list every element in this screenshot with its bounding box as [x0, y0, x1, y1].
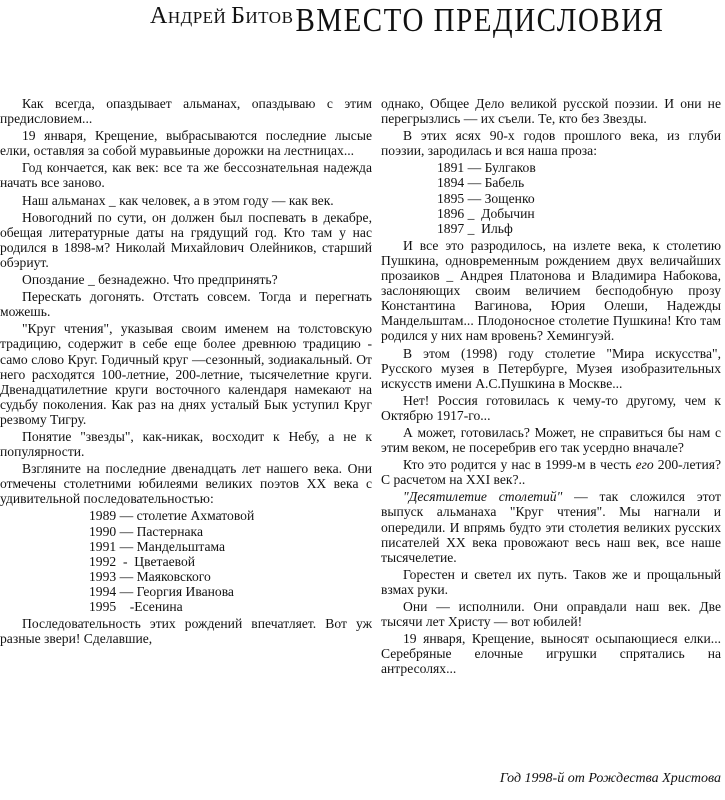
text-run: — так сложился этот выпуск альманаха "Круг чтения". Мы нагнали и опередили. И впрямь будто эти столетия великих русских писателей XX века провожают весь наш век, все наше тысячелетие. [381, 489, 721, 565]
paragraph: В этих ясях 90-х годов прошлого века, из глуби поэзии, зародилась и вся наша проза: [381, 128, 721, 159]
paragraph: Понятие "звезды", как-никак, восходит к Небу, а не к популярности. [0, 428, 372, 460]
text-run: 200-летия? С расчетом на XXI век?.. [381, 457, 722, 488]
paragraph: И все это разродилось, на излете века, к столетию Пушкина, одновременным рождением двух величайших прозаиков _ Андрея Платонова и Владимира Набокова, заслоняющих своим величием бесподобную прозу Константина Вагинова, Юрия Олеши, Надежды Мандельштам... Плодоносное столетие Пушкина! Кто там родился у них нам вровень? Хемингуэй. [381, 237, 721, 344]
paragraph [381, 489, 721, 564]
list-item: 1991 — Мандельштама [89, 538, 226, 554]
date-signature: Год 1998-й от Рождества Христова [499, 771, 721, 786]
poets-centenary-list [0, 508, 372, 614]
paragraph: В этом (1998) году столетие "Мира искусства", Русского музея в Петербурге, Музея изобразительных искусств имени А.С.Пушкина в Москве... [381, 345, 721, 391]
prose-writers-list [381, 160, 721, 235]
paragraph: Опоздание _ безнадежно. Что предпринять? [22, 272, 278, 288]
right-column [381, 96, 721, 678]
paragraph: Новогодний по сути, он должен был поспевать в декабре, обещая литературные даты на грядущий год. Кто там у нас родился в 1898-м? Николай Михайлович Олейников, старший обэриут. [0, 209, 372, 270]
list-item: 1995 -Есенина [89, 599, 183, 614]
emphasis: его [635, 457, 654, 473]
left-column [0, 96, 372, 648]
paragraph: "Круг чтения", указывая своим именем на толстовскую традицию, содержит в себе еще более древнюю традицию - само слово Круг. Годичный круг —сезонный, зодиакальный. От него расходятся 100-летние, 200-летние, тысячелетние круги. Двенадцатилетние круги восточного календаря намекают на судьбу поколения. Как раз на днях усталый Бык уступил Круг резвому Тигру. [0, 321, 372, 427]
list-item: 1994 — Георгия Иванова [89, 583, 234, 599]
paragraph: Горестен и светел их путь. Таков же и прощальный взмах руки. [381, 566, 721, 597]
paragraph: Они — исполнили. Они оправдали наш век. Две тысячи лет Христу — вот юбилей! [381, 599, 721, 630]
paragraph: 19 января, Крещение, выбрасываются последние лысые елки, оставляя за собой муравьиные дорожки на лестницах... [0, 128, 372, 159]
list-item: 1990 — Пастернака [89, 523, 203, 539]
list-item: 1897 _ Ильф [437, 220, 513, 236]
list-item: 1993 — Маяковского [89, 568, 211, 584]
list-item: 1895 — Зощенко [437, 190, 535, 206]
paragraph: Год кончается, как век: все та же бессознательная надежда начать все заново. [0, 160, 372, 191]
paragraph: Последовательность этих рождений впечатляет. Вот уж разные звери! Сделавшие, [0, 616, 372, 647]
paragraph [381, 457, 721, 487]
text-run: Кто это родится у нас в 1999-м в честь [403, 457, 636, 473]
list-item: 1894 — Бабель [437, 175, 525, 191]
paragraph: Нет! Россия готовилась к чему-то другому, чем к Октябрю 1917-го... [381, 392, 721, 423]
paragraph: 19 января, Крещение, выносят осыпающиеся елки... Серебряные елочные игрушки спрятались на антресолях... [381, 631, 721, 677]
paragraph: Перескать догонять. Отстать совсем. Тогда и перегнать можешь. [0, 289, 372, 320]
list-item: 1896 _ Добычин [437, 205, 535, 221]
author-name: АНДРЕЙ БИТОВ [150, 3, 294, 29]
emphasis: "Десятилетие столетий" [403, 489, 563, 505]
paragraph: однако, Общее Дело великой русской поэзии. И они не перегрызлись — их съели. Те, кто без Звезды. [381, 96, 721, 127]
paragraph: Наш альманах _ как человек, а в этом году — как век. [22, 192, 334, 208]
page-header [150, 2, 725, 42]
paragraph: Как всегда, опаздывает альманах, опаздываю с этим предисловием... [0, 96, 372, 127]
paragraph: Взгляните на последние двенадцать лет нашего века. Они отмечены столетними юбилеями великих поэтов XX века с удивительной последовательностью: [0, 461, 372, 507]
paragraph: А может, готовилась? Может, не справиться бы нам с этим веком, не посеребрив его так усердно вначале? [381, 424, 721, 456]
list-item: 1989 — столетие Ахматовой [89, 508, 255, 524]
page-title: ВМЕСТО ПРЕДИСЛОВИЯ [295, 2, 665, 39]
list-item: 1992 - Цветаевой [89, 553, 196, 569]
list-item: 1891 — Булгаков [437, 160, 536, 176]
